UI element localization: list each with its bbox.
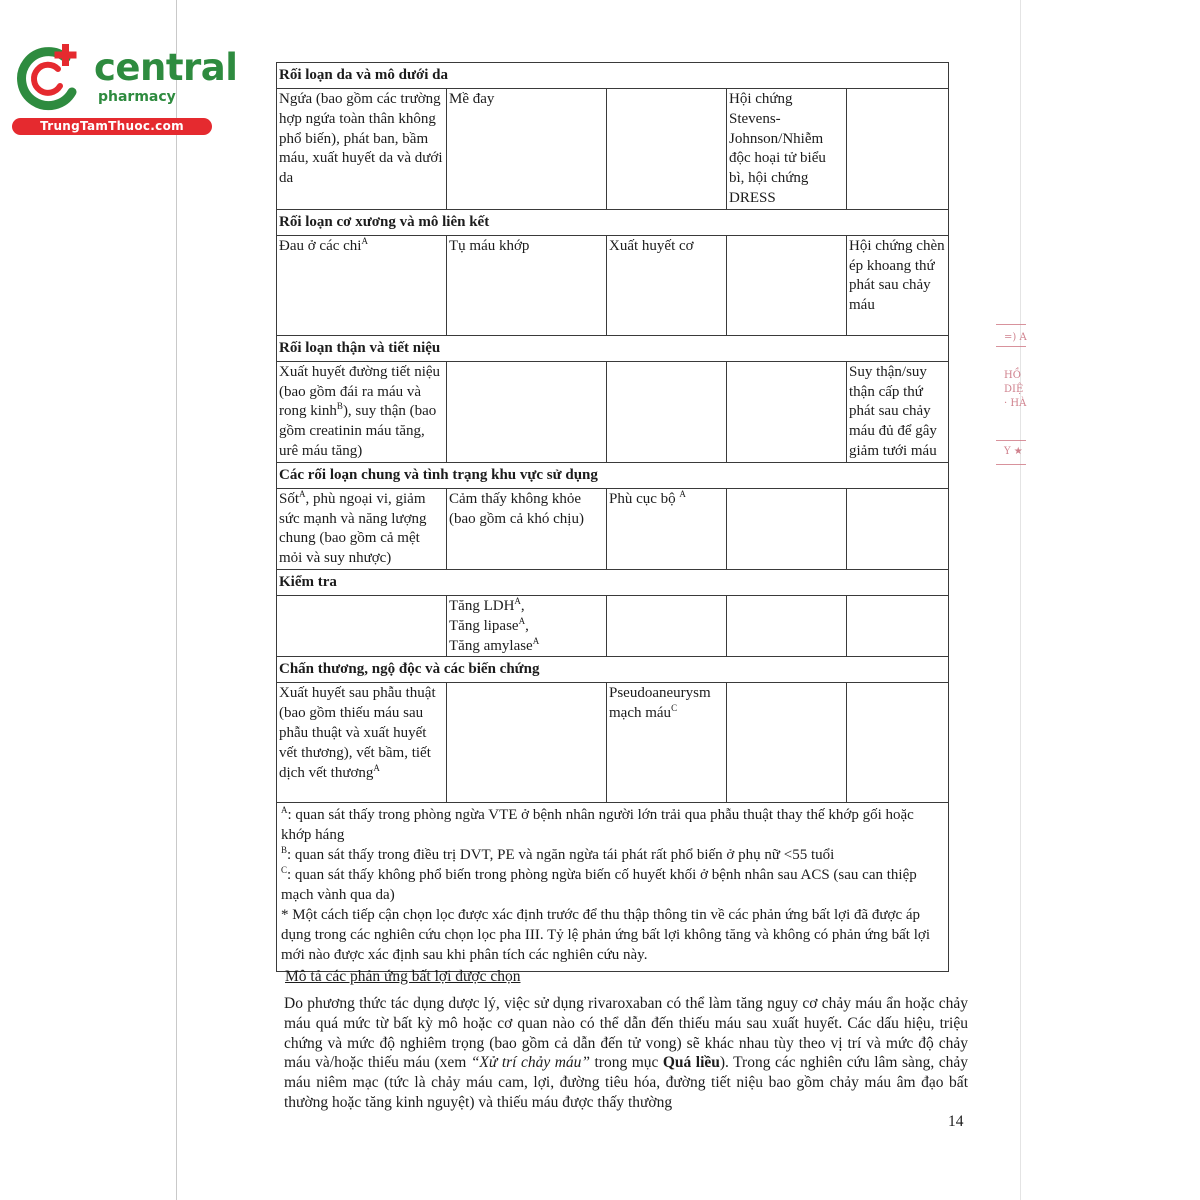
cell-text: Pseudoaneurysm mạch máu xyxy=(609,685,711,722)
section-header-row xyxy=(277,657,949,683)
table-cell: Suy thận/suy thận cấp thứ phát sau chảy máu đủ để gây giảm tưới máu xyxy=(847,361,949,462)
table-cell xyxy=(727,488,847,569)
cell-text: , phù ngoại vi, giảm sức mạnh và năng lượng chung (bao gồm cả mệt mỏi và suy nhược) xyxy=(279,490,427,567)
table-cell xyxy=(847,683,949,803)
footnotes xyxy=(277,803,949,972)
section-title: Rối loạn da và mô dưới da xyxy=(277,63,949,89)
table-cell: Tụ máu khớp xyxy=(447,235,607,335)
table-cell: Ngứa (bao gồm các trường hợp ngứa toàn thân không phổ biến), phát ban, bầm máu, xuất huyết da và dưới da xyxy=(277,89,447,210)
table-cell xyxy=(847,488,949,569)
table-cell xyxy=(277,595,447,656)
paragraph-text: Do phương thức tác dụng dược lý, việc sử dụng rivaroxaban có thể làm tăng nguy cơ chảy máu ẩn hoặc chảy máu quá mức từ bất kỳ mô hoặc cơ quan nào có thể dẫn đến thiếu máu sau xuất huyết. Các dấu hiệu, triệu chứng và mức độ nghiêm trọng (bao gồm cả dẫn đến tử vong) sẽ khác nhau tùy theo vị trí và mức độ chảy máu và/hoặc thiếu máu (xem xyxy=(284,995,968,1072)
footnote-mark: A xyxy=(373,762,380,773)
table-cell: Cảm thấy không khỏe (bao gồm cả khó chịu) xyxy=(447,488,607,569)
footnote-asterisk: * Một cách tiếp cận chọn lọc được xác định trước để thu thập thông tin về các phản ứng bất lợi đã được áp dụng trong các nghiên cứu chọn lọc pha III. Tỷ lệ phản ứng bất lợi không tăng và không có phản ứng bất lợi mới nào được xác định sau khi phân tích các nghiên cứu này. xyxy=(281,907,930,964)
website-badge[interactable]: TrungTamThuoc.com xyxy=(12,118,212,135)
table-row xyxy=(277,89,949,210)
stamp-text: DIỆ xyxy=(1004,384,1024,395)
footnote-mark: A xyxy=(299,488,306,499)
table-cell: Hội chứng chèn ép khoang thứ phát sau chảy máu xyxy=(847,235,949,335)
cell-text: ), suy thận (bao gồm creatinin máu tăng, urê máu tăng) xyxy=(279,403,437,459)
cross-reference-italic: “Xử trí chảy máu” xyxy=(470,1054,591,1072)
section-title: Chấn thương, ngộ độc và các biến chứng xyxy=(277,657,949,683)
section-header-row xyxy=(277,209,949,235)
table-cell: Mề đay xyxy=(447,89,607,210)
lab-item: Tăng amylase$^A$ xyxy=(449,635,540,654)
table-cell xyxy=(447,683,607,803)
table-row xyxy=(277,683,949,803)
table-cell xyxy=(447,595,607,656)
table-cell xyxy=(607,361,727,462)
page-number: 14 xyxy=(948,1113,964,1130)
section-title: Rối loạn cơ xương và mô liên kết xyxy=(277,209,949,235)
table-cell xyxy=(277,683,447,803)
table-cell: Hội chứng Stevens-Johnson/Nhiễm độc hoại tử biểu bì, hội chứng DRESS xyxy=(727,89,847,210)
stamp-text: HỒ xyxy=(1004,370,1021,381)
table-cell xyxy=(277,488,447,569)
footnote-a: $^A$: quan sát thấy trong phòng ngừa VTE ở bệnh nhân người lớn trải qua phẫu thuật thay thế khớp gối hoặc khớp háng xyxy=(281,805,914,844)
table-cell xyxy=(847,89,949,210)
table-cell xyxy=(607,488,727,569)
table-cell xyxy=(727,595,847,656)
cell-text: Sốt xyxy=(279,490,300,507)
central-pharmacy-logo[interactable] xyxy=(8,36,238,136)
footnote-mark: B xyxy=(336,401,343,412)
page-edge-right xyxy=(1020,0,1021,1200)
section-header-row xyxy=(277,63,949,89)
cell-text: Xuất huyết sau phẫu thuật (bao gồm thiếu máu sau phẫu thuật và xuất huyết vết thương), vết bầm, tiết dịch vết thương xyxy=(279,685,436,781)
red-stamp-fragment xyxy=(990,322,1030,472)
brand-subtitle: pharmacy xyxy=(98,89,176,105)
table-cell xyxy=(277,361,447,462)
section-title: Kiểm tra xyxy=(277,569,949,595)
table-row xyxy=(277,488,949,569)
table-cell xyxy=(727,235,847,335)
section-header-row xyxy=(277,569,949,595)
lab-item: Tăng $LDH^A$, xyxy=(449,595,525,614)
table-row xyxy=(277,361,949,462)
footnote-mark: C xyxy=(671,703,678,714)
table-cell xyxy=(277,235,447,335)
table-cell xyxy=(607,595,727,656)
table-cell xyxy=(607,683,727,803)
paragraph-text: trong mục xyxy=(590,1054,663,1072)
lab-item: Tăng lipase$^A$, xyxy=(449,615,529,634)
footnote-mark: A xyxy=(361,235,368,246)
page-edge-left xyxy=(176,0,177,1200)
footnote-b: $^B$: quan sát thấy trong điều trị DVT, PE và ngăn ngừa tái phát rất phổ biến ở phụ nữ <55 tuổi xyxy=(281,845,835,864)
table-cell xyxy=(607,89,727,210)
table-cell xyxy=(847,595,949,656)
section-title: Các rối loạn chung và tình trạng khu vực sử dụng xyxy=(277,462,949,488)
brand-name: central xyxy=(94,46,238,89)
table-cell xyxy=(727,361,847,462)
stamp-text: Y ★ xyxy=(1004,446,1023,457)
footnote-mark: A xyxy=(679,488,686,499)
section-header-row xyxy=(277,335,949,361)
paragraph-text: ). Trong các nghiên cứu lâm sàng, chảy máu niêm mạc (tức là chảy máu cam, lợi, đường tiêu hóa, đường tiết niệu bao gồm chảy máu âm đạo bất thường hoặc tăng kinh nguyệt) và thiếu máu được thấy thường xyxy=(284,1054,968,1111)
cell-text: Phù cục bộ xyxy=(609,490,680,507)
body-paragraph xyxy=(284,994,968,1113)
footnote-c: $^C$: quan sát thấy không phổ biến trong phòng ngừa biến cố huyết khối ở bệnh nhân sau ACS (sau can thiệp mạch vành qua da) xyxy=(281,865,917,904)
table-row xyxy=(277,595,949,656)
cell-text: Xuất huyết đường tiết niệu (bao gồm đái ra máu và rong kinh xyxy=(279,363,441,420)
adverse-reactions-table xyxy=(276,62,949,972)
cell-text: Đau ở các chi xyxy=(279,237,362,254)
table-cell xyxy=(447,361,607,462)
pharmacy-cross-c-icon xyxy=(14,42,84,112)
section-heading: Mô tả các phản ứng bất lợi được chọn xyxy=(285,968,521,985)
stamp-text: =) A xyxy=(1004,332,1027,343)
section-title: Rối loạn thận và tiết niệu xyxy=(277,335,949,361)
table-row xyxy=(277,235,949,335)
table-cell: Xuất huyết cơ xyxy=(607,235,727,335)
stamp-text: · HÀ xyxy=(1004,398,1027,409)
footnotes-row xyxy=(277,803,949,972)
section-header-row xyxy=(277,462,949,488)
table-cell xyxy=(727,683,847,803)
section-reference-bold: Quá liều xyxy=(662,1054,720,1072)
